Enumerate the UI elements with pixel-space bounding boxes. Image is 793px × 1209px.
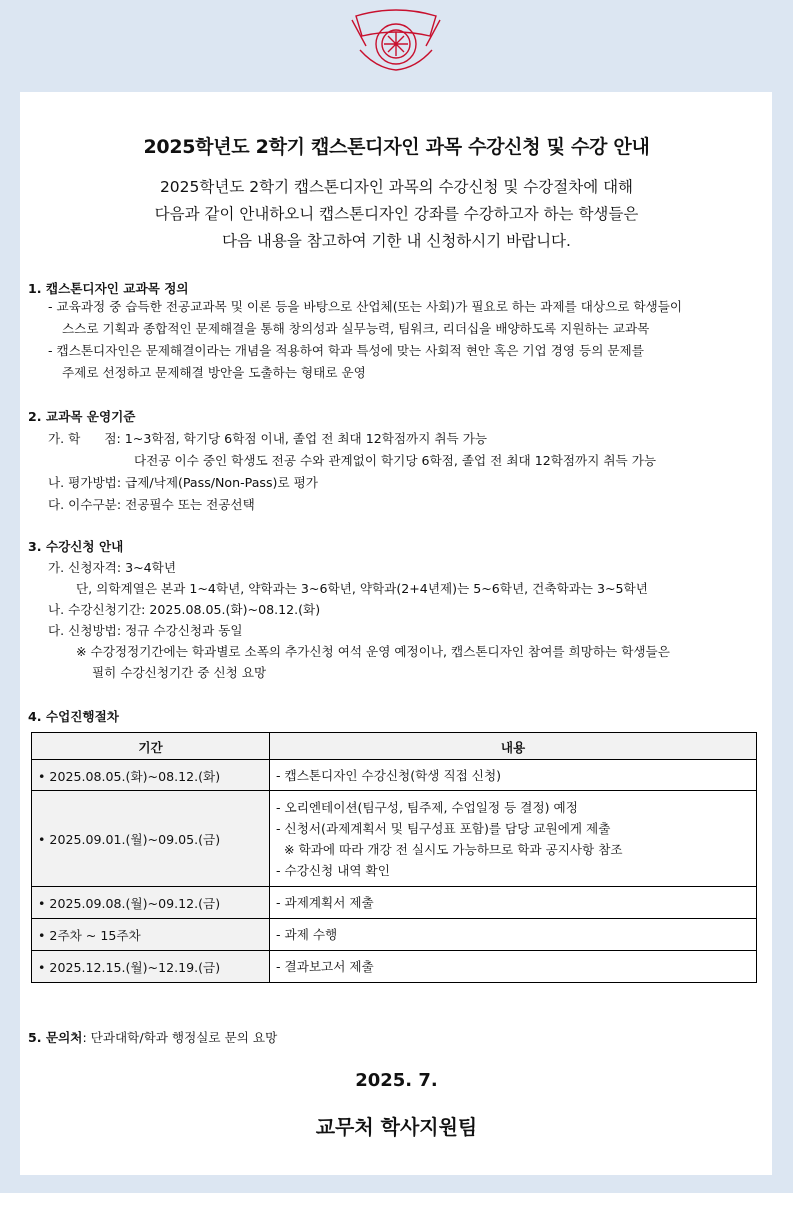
section-5-text: : 단과대학/학과 행정실로 문의 요망 [82, 1030, 278, 1045]
table-row [32, 919, 757, 951]
issuing-office: 교무처 학사지원팀 [315, 1115, 478, 1139]
section-3-eligibility: 가. 신청자격: 3~4학년 [48, 560, 176, 575]
section-1-item: - 교육과정 중 습득한 전공교과목 및 이론 등을 바탕으로 산업체(또는 사회)가 필요로 하는 과제를 대상으로 학생들이 [48, 299, 683, 314]
section-3-method: 다. 신청방법: 정규 수강신청과 동일 [48, 623, 243, 638]
section-4-heading: 4. 수업진행절차 [28, 709, 119, 724]
content-line: - 오리엔테이션(팀구성, 팀주제, 수업일정 등 결정) 예정 [276, 799, 578, 815]
content-cell [270, 887, 757, 919]
intro-line: 다음과 같이 안내하오니 캡스톤디자인 강좌를 수강하고자 하는 학생들은 [154, 205, 639, 223]
table-header-row [32, 733, 757, 760]
schedule-table [31, 732, 757, 983]
column-header-period: 기간 [32, 733, 270, 760]
university-seal-icon [346, 6, 446, 78]
content-line: - 캡스톤디자인 수강신청(학생 직접 신청) [276, 767, 502, 783]
section-5-heading: 5. 문의처 [28, 1030, 83, 1045]
column-header-content: 내용 [270, 733, 757, 760]
section-1-item: - 캡스톤디자인은 문제해결이라는 개념을 적용하여 학과 특성에 맞는 사회적 현안 혹은 기업 경영 등의 문제를 [48, 343, 644, 358]
intro-text [0, 174, 793, 255]
period-cell: • 2주차 ~ 15주차 [32, 919, 270, 951]
intro-line: 2025학년도 2학기 캡스톤디자인 과목의 수강신청 및 수강절차에 대해 [159, 178, 634, 196]
section-2-category: 다. 이수구분: 전공필수 또는 전공선택 [48, 497, 255, 512]
section-2-heading: 2. 교과목 운영기준 [28, 409, 136, 424]
table-row [32, 887, 757, 919]
content-cell [270, 791, 757, 887]
period-cell: • 2025.09.01.(월)~09.05.(금) [32, 791, 270, 887]
period-cell: • 2025.09.08.(월)~09.12.(금) [32, 887, 270, 919]
period-cell: • 2025.08.05.(화)~08.12.(화) [32, 760, 270, 791]
section-3-eligibility-cont: 단, 의학계열은 본과 1~4학년, 약학과는 3~6학년, 약학과(2+4년제)는 5~6학년, 건축학과는 3~5학년 [76, 581, 648, 596]
table-row [32, 791, 757, 887]
section-2-credits: 가. 학 점: 1~3학점, 학기당 6학점 이내, 졸업 전 최대 12학점까지 취득 가능 [48, 431, 488, 446]
page-title: 2025학년도 2학기 캡스톤디자인 과목 수강신청 및 수강 안내 [143, 136, 650, 158]
section-5 [28, 1027, 277, 1046]
section-1-body [48, 296, 766, 384]
content-cell [270, 919, 757, 951]
content-line: - 과제 수행 [276, 927, 338, 942]
table-row [32, 760, 757, 791]
section-1-item-cont: 스스로 기획과 종합적인 문제해결을 통해 창의성과 실무능력, 팀워크, 리더십을 배양하도록 지원하는 교과목 [62, 321, 650, 336]
content-line: - 과제계획서 제출 [276, 895, 374, 910]
section-3-heading: 3. 수강신청 안내 [28, 539, 124, 554]
period-cell: • 2025.12.15.(월)~12.19.(금) [32, 951, 270, 983]
issue-date: 2025. 7. [355, 1070, 438, 1091]
section-2-credits-cont: 다전공 이수 중인 학생도 전공 수와 관계없이 학기당 6학점, 졸업 전 최대 12학점까지 취득 가능 [134, 453, 657, 468]
section-1-heading: 1. 캡스톤디자인 교과목 정의 [28, 281, 189, 296]
table-row [32, 951, 757, 983]
section-1-item-cont: 주제로 선정하고 문제해결 방안을 도출하는 형태로 운영 [62, 365, 366, 380]
content-cell [270, 951, 757, 983]
content-line: - 결과보고서 제출 [276, 959, 374, 974]
content-line: - 수강신청 내역 확인 [276, 862, 390, 878]
content-line: ※ 학과에 따라 개강 전 실시도 가능하므로 학과 공지사항 참조 [276, 841, 623, 857]
section-3-note-cont: 필히 수강신청기간 중 신청 요망 [92, 665, 267, 680]
section-3-note: ※ 수강정정기간에는 학과별로 소폭의 추가신청 여석 운영 예정이나, 캡스톤디자인 참여를 희망하는 학생들은 [76, 644, 670, 659]
content-line: - 신청서(과제계획서 및 팀구성표 포함)를 담당 교원에게 제출 [276, 820, 611, 836]
section-3-period: 나. 수강신청기간: 2025.08.05.(화)~08.12.(화) [48, 602, 321, 617]
intro-line: 다음 내용을 참고하여 기한 내 신청하시기 바랍니다. [222, 232, 571, 250]
content-cell [270, 760, 757, 791]
section-2-evaluation: 나. 평가방법: 급제/낙제(Pass/Non-Pass)로 평가 [48, 475, 318, 490]
